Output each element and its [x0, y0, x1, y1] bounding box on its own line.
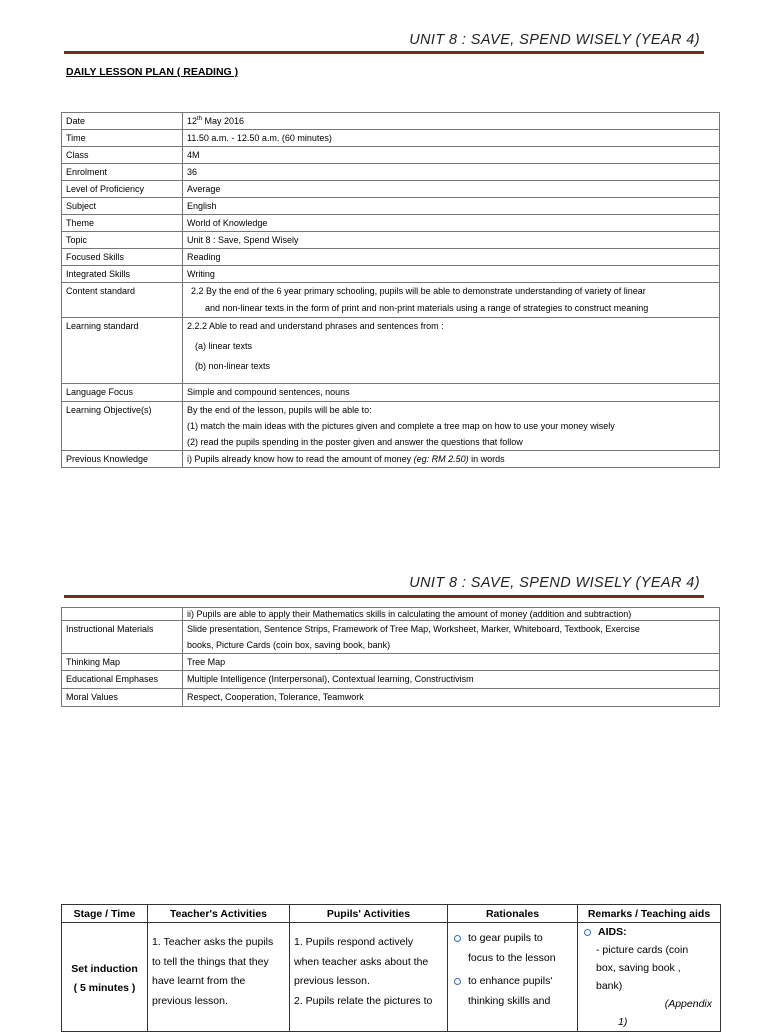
moral-values-value: Respect, Cooperation, Tolerance, Teamwork	[183, 689, 720, 707]
content-standard-value	[183, 283, 720, 318]
stage-cell	[62, 923, 148, 1032]
materials-line-2: books, Picture Cards (coin box, saving book, bank)	[187, 640, 391, 650]
enrolment-value: 36	[183, 164, 720, 181]
pupils-line: 2. Pupils relate the pictures to	[294, 994, 433, 1007]
header-teacher: Teacher's Activities	[148, 905, 290, 923]
teacher-line: to tell the things that they	[152, 955, 269, 968]
learning-standard-item-a: (a) linear texts	[195, 341, 253, 351]
pupils-line: when teacher asks about the	[294, 955, 429, 968]
integrated-skills-value: Writing	[183, 266, 720, 283]
class-label: Class	[62, 147, 183, 164]
objectives-value	[183, 402, 720, 451]
subject-value: English	[183, 198, 720, 215]
pupils-line: 1. Pupils respond actively	[294, 936, 414, 948]
bullet-icon	[454, 935, 461, 942]
subject-label: Subject	[62, 198, 183, 215]
teacher-line: 1. Teacher asks the pupils	[152, 936, 274, 948]
objectives-line-2: (1) match the main ideas with the pictures given and complete a tree map on how to use your money wisely	[187, 421, 615, 431]
proficiency-value: Average	[183, 181, 720, 198]
content-standard-line-1: 2.2 By the end of the 6 year primary schooling, pupils will be able to demonstrate understanding of variety of linear	[191, 286, 646, 296]
remarks-cell	[578, 923, 721, 1032]
proficiency-label: Level of Proficiency	[62, 181, 183, 198]
language-focus-value: Simple and compound sentences, nouns	[183, 384, 720, 402]
header-rationales: Rationales	[448, 905, 578, 923]
theme-value: World of Knowledge	[183, 215, 720, 232]
header-stage: Stage / Time	[62, 905, 148, 923]
enrolment-label: Enrolment	[62, 164, 183, 181]
time-value: 11.50 a.m. - 12.50 a.m. (60 minutes)	[183, 130, 720, 147]
header-remarks: Remarks / Teaching aids	[578, 905, 721, 923]
objectives-line-1: By the end of the lesson, pupils will be able to:	[187, 405, 372, 415]
topic-label: Topic	[62, 232, 183, 249]
moral-values-label: Moral Values	[62, 689, 183, 707]
rationales-cell	[448, 923, 578, 1032]
materials-value	[183, 621, 720, 654]
header-pupils: Pupils' Activities	[290, 905, 448, 923]
theme-label: Theme	[62, 215, 183, 232]
previous-knowledge-label: Previous Knowledge	[62, 451, 183, 468]
page-header-2: UNIT 8 : SAVE, SPEND WISELY (YEAR 4)	[409, 575, 700, 591]
lesson-table	[61, 904, 721, 1032]
learning-standard-label: Learning standard	[62, 318, 183, 384]
aids-heading: AIDS:	[598, 926, 627, 938]
emphases-label: Educational Emphases	[62, 671, 183, 689]
content-standard-line-2: and non-linear texts in the form of print and non-print materials using a range of strategies to construct meaning	[205, 303, 649, 313]
objectives-label: Learning Objective(s)	[62, 402, 183, 451]
rationale-item: to gear pupils to focus to the lesson	[452, 929, 573, 968]
info-table-2	[61, 607, 720, 707]
content-standard-label: Content standard	[62, 283, 183, 318]
date-value: 12th May 2016	[183, 113, 720, 130]
learning-standard-value	[183, 318, 720, 384]
materials-line-1: Slide presentation, Sentence Strips, Framework of Tree Map, Worksheet, Marker, Whiteboard, Textbook, Exercise	[187, 624, 640, 634]
header-rule-1	[64, 51, 704, 54]
aids-line: - picture cards (coin	[596, 944, 689, 956]
teacher-line: previous lesson.	[152, 994, 228, 1007]
class-value: 4M	[183, 147, 720, 164]
stage-name: Set induction	[71, 962, 138, 975]
integrated-skills-label: Integrated Skills	[62, 266, 183, 283]
aids-line: box, saving book ,	[596, 962, 681, 974]
header-rule-2	[64, 595, 704, 598]
pupils-line: previous lesson.	[294, 975, 370, 987]
stage-time: ( 5 minutes )	[73, 982, 136, 994]
learning-standard-item-b: (b) non-linear texts	[195, 361, 271, 371]
objectives-line-3: (2) read the pupils spending in the poster given and answer the questions that follow	[187, 437, 523, 447]
emphases-value: Multiple Intelligence (Interpersonal), Contextual learning, Constructivism	[183, 671, 720, 689]
materials-label: Instructional Materials	[62, 621, 183, 654]
continued-label-empty	[62, 608, 183, 621]
thinking-map-value: Tree Map	[183, 654, 720, 671]
previous-knowledge-value: i) Pupils already know how to read the amount of money (eg: RM 2.50) in words	[183, 451, 720, 468]
previous-knowledge-continued: ii) Pupils are able to apply their Mathematics skills in calculating the amount of money (addition and subtraction)	[183, 608, 720, 621]
thinking-map-label: Thinking Map	[62, 654, 183, 671]
teacher-line: have learnt from the	[152, 975, 246, 987]
date-label: Date	[62, 113, 183, 130]
appendix-ref: (Appendix	[664, 998, 712, 1010]
focused-skills-label: Focused Skills	[62, 249, 183, 266]
learning-standard-line-1: 2.2.2 Able to read and understand phrases and sentences from :	[187, 321, 444, 331]
bullet-icon	[584, 929, 591, 936]
time-label: Time	[62, 130, 183, 147]
language-focus-label: Language Focus	[62, 384, 183, 402]
page-header-1: UNIT 8 : SAVE, SPEND WISELY (YEAR 4)	[409, 32, 700, 48]
pupils-activities	[290, 923, 448, 1032]
teacher-activities	[148, 923, 290, 1032]
aids-item	[582, 923, 716, 941]
aids-line: bank)	[596, 980, 623, 992]
doc-title: DAILY LESSON PLAN ( READING )	[66, 66, 239, 78]
appendix-number: 1)	[618, 1016, 628, 1028]
rationale-item: to enhance pupils' thinking skills and	[452, 972, 573, 1011]
focused-skills-value: Reading	[183, 249, 720, 266]
info-table-1	[61, 112, 720, 468]
topic-value: Unit 8 : Save, Spend Wisely	[183, 232, 720, 249]
bullet-icon	[454, 978, 461, 985]
